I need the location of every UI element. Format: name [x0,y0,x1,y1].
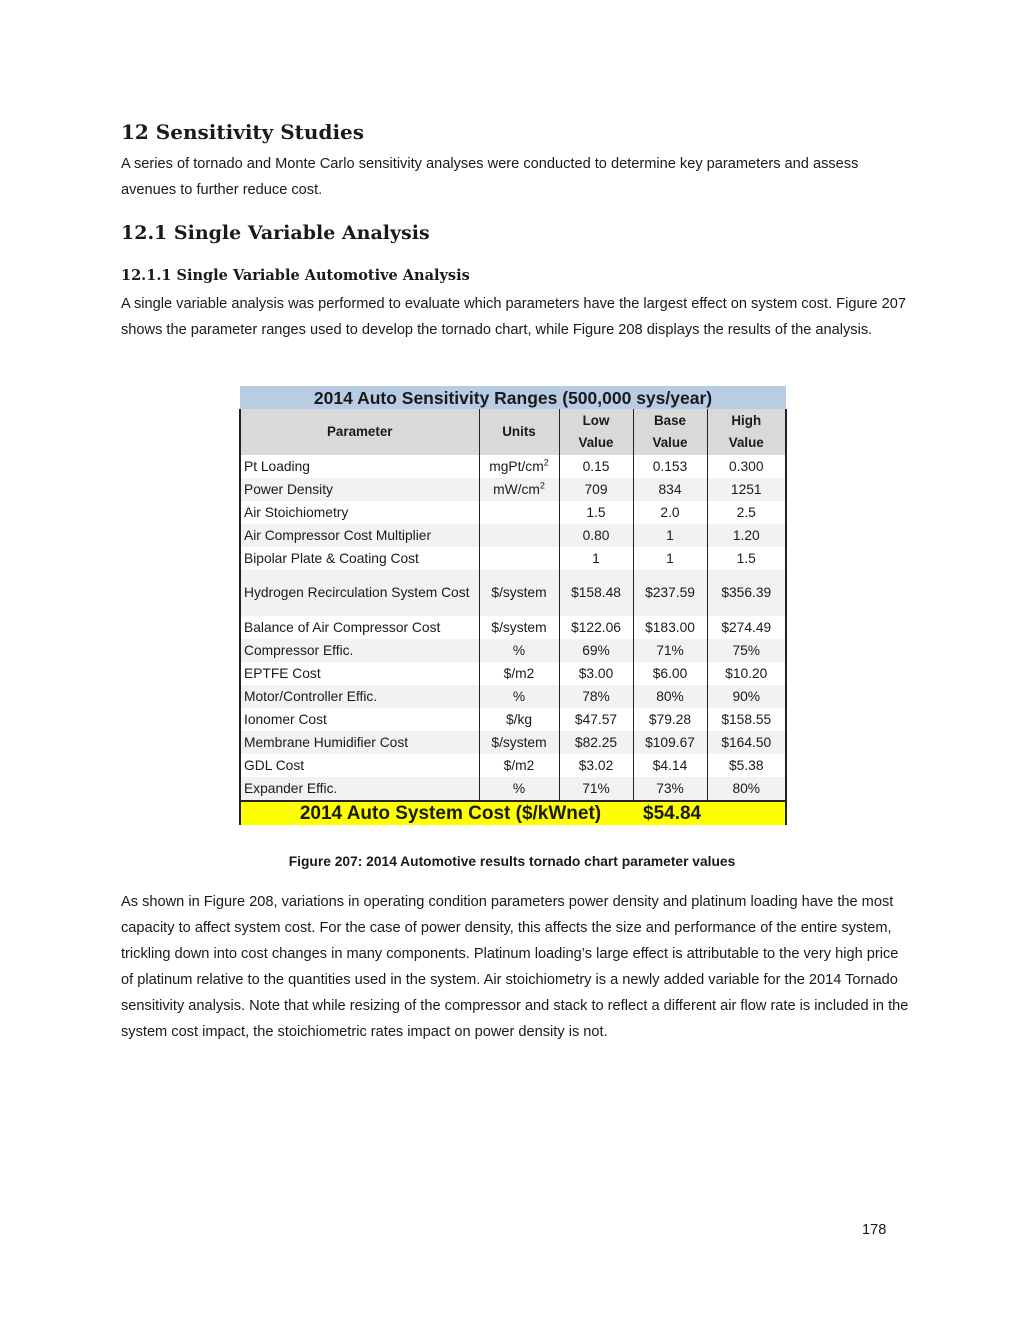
low-value-cell: 709 [559,478,633,501]
header-low-line1: Low [582,413,610,428]
high-value-cell: 90% [707,685,786,708]
base-value-cell: $183.00 [633,616,707,639]
table-row [240,524,786,547]
analysis-paragraph: A single variable analysis was performed to evaluate which parameters have the largest effect on system cost. Figure 207 shows the parameter ranges used to develop the tornado chart, while Figure 208 displays the results of the analysis. [121,296,906,338]
base-value-cell: 73% [633,777,707,801]
low-value-cell: $122.06 [559,616,633,639]
param-cell: Air Stoichiometry [240,501,479,524]
units-cell [479,662,559,685]
param-cell: Power Density [240,478,479,501]
base-value-cell: 71% [633,639,707,662]
subsection-heading: 12.1 Single Variable Analysis [121,222,430,244]
units-text: $/m2 [503,665,535,681]
subsubsection-heading: 12.1.1 Single Variable Automotive Analysis [121,267,470,284]
units-cell [479,570,559,616]
low-value-cell: 1.5 [559,501,633,524]
table-body [240,455,786,801]
high-value-cell: 1.20 [707,524,786,547]
units-cell [479,547,559,570]
units-cell [479,501,559,524]
units-text: $/system [491,619,547,635]
table-row [240,455,786,478]
units-cell [479,616,559,639]
sensitivity-table-container [239,386,785,825]
units-text: $/system [491,585,547,600]
param-cell: Balance of Air Compressor Cost [240,616,479,639]
param-cell: Expander Effic. [240,777,479,801]
table-row [240,547,786,570]
param-cell: Compressor Effic. [240,639,479,662]
table-title: 2014 Auto Sensitivity Ranges (500,000 sys/year) [240,386,786,409]
high-value-cell: 1.5 [707,547,786,570]
units-text: % [512,780,526,796]
sensitivity-ranges-table [239,386,787,825]
units-cell [479,639,559,662]
low-value-cell: $158.48 [559,570,633,616]
section-heading: 12 Sensitivity Studies [121,120,365,144]
high-value-cell: 1251 [707,478,786,501]
low-value-cell: $82.25 [559,731,633,754]
param-cell: Motor/Controller Effic. [240,685,479,708]
table-row [240,685,786,708]
high-value-cell: $10.20 [707,662,786,685]
units-superscript: 2 [543,456,549,467]
high-value-cell: $158.55 [707,708,786,731]
units-cell [479,708,559,731]
units-text: $/kg [505,711,533,727]
high-value-cell: $356.39 [707,570,786,616]
units-cell [479,685,559,708]
high-value-cell: $274.49 [707,616,786,639]
header-low-line2: Value [578,435,614,450]
header-high-line1: High [731,413,762,428]
base-value-cell: 80% [633,685,707,708]
base-value-cell: $6.00 [633,662,707,685]
high-value-cell: 0.300 [707,455,786,478]
header-high-value [707,409,786,455]
low-value-cell: 0.80 [559,524,633,547]
header-base-value [633,409,707,455]
table-row [240,777,786,801]
low-value-cell: $47.57 [559,708,633,731]
table-row [240,501,786,524]
total-cost-label: 2014 Auto System Cost ($/kWnet) [240,801,633,825]
table-row [240,570,786,616]
param-cell: GDL Cost [240,754,479,777]
intro-paragraph: A series of tornado and Monte Carlo sensitivity analyses were conducted to determine key parameters and assess avenues to further reduce cost. [121,156,859,198]
table-row [240,478,786,501]
table-row [240,754,786,777]
base-value-cell: 834 [633,478,707,501]
header-units: Units [479,409,559,455]
base-value-cell: 0.153 [633,455,707,478]
units-text: mgPt/cm [489,458,544,474]
high-value-cell: $164.50 [707,731,786,754]
discussion-paragraph: As shown in Figure 208, variations in operating condition parameters power density and platinum loading have the most capacity to affect system cost. For the case of power density, this affects the size and performance of the entire system, trickling down into cost changes in many components. Platinum loading’s large effect is attributable to the very high price of platinum relative to the quantities used in the system. Air stoichiometry is a newly added variable for the 2014 Tornado sensitivity analysis. Note that while resizing of the compressor and stack to reflect a different air flow rate is included in the system cost impact, the stoichiometric rates impact on power density is not. [121,894,909,1040]
units-text: $/m2 [503,757,535,773]
header-high-line2: Value [728,435,764,450]
high-value-cell: 80% [707,777,786,801]
table-row [240,662,786,685]
figure-caption: Figure 207: 2014 Automotive results tornado chart parameter values [288,854,736,869]
low-value-cell: $3.00 [559,662,633,685]
page-number: 178 [862,1222,887,1238]
units-text: % [512,642,526,658]
param-cell: Bipolar Plate & Coating Cost [240,547,479,570]
base-value-cell: 2.0 [633,501,707,524]
high-value-cell: 2.5 [707,501,786,524]
low-value-cell: 71% [559,777,633,801]
units-cell [479,478,559,501]
total-cost-value: $54.84 [633,801,786,825]
units-cell [479,731,559,754]
header-base-line2: Value [652,435,688,450]
base-value-cell: $109.67 [633,731,707,754]
param-cell: Pt Loading [240,455,479,478]
high-value-cell: 75% [707,639,786,662]
base-value-cell: 1 [633,524,707,547]
units-cell [479,754,559,777]
param-cell: EPTFE Cost [240,662,479,685]
base-value-cell: 1 [633,547,707,570]
param-cell: Ionomer Cost [240,708,479,731]
low-value-cell: 0.15 [559,455,633,478]
table-row [240,708,786,731]
header-base-line1: Base [653,413,686,428]
header-parameter: Parameter [240,409,479,455]
low-value-cell: 78% [559,685,633,708]
param-cell: Membrane Humidifier Cost [240,731,479,754]
low-value-cell: 69% [559,639,633,662]
table-row [240,731,786,754]
units-text: mW/cm [493,481,540,497]
units-cell [479,455,559,478]
base-value-cell: $237.59 [633,570,707,616]
param-cell: Air Compressor Cost Multiplier [240,524,479,547]
units-text: $/system [491,734,547,750]
table-row [240,616,786,639]
units-cell [479,524,559,547]
units-cell [479,777,559,801]
base-value-cell: $4.14 [633,754,707,777]
param-cell: Hydrogen Recirculation System Cost [240,570,479,616]
low-value-cell: 1 [559,547,633,570]
high-value-cell: $5.38 [707,754,786,777]
units-superscript: 2 [539,479,545,490]
header-low-value [559,409,633,455]
low-value-cell: $3.02 [559,754,633,777]
table-row [240,639,786,662]
base-value-cell: $79.28 [633,708,707,731]
units-text: % [512,688,526,704]
